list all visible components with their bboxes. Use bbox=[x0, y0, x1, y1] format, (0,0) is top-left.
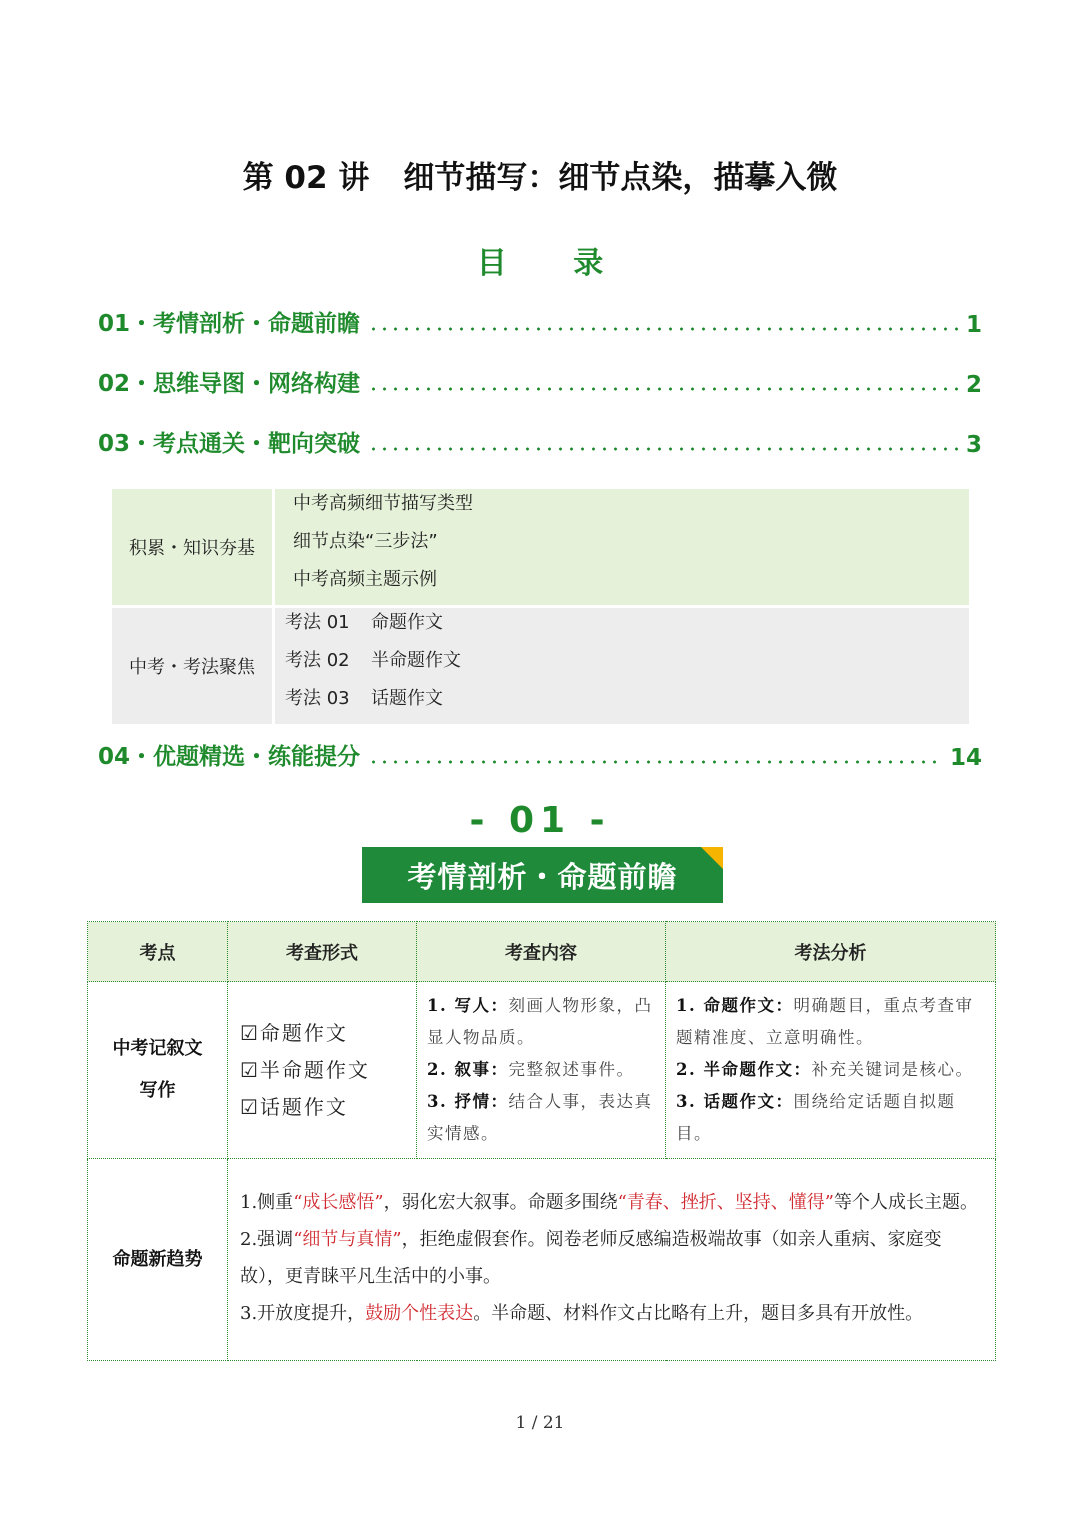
lecture-number: 第 02 讲 bbox=[242, 160, 370, 196]
toc-heading: 目 录 bbox=[476, 246, 632, 281]
toc-entry[interactable] bbox=[98, 304, 982, 338]
exam-analysis-table bbox=[87, 921, 996, 1361]
row-analysis bbox=[666, 982, 996, 1159]
section-banner-label: 考情剖析・命题前瞻 bbox=[407, 859, 678, 894]
toc-entry-label: 02・思维导图・网络构建 bbox=[98, 371, 361, 397]
subsection-item[interactable] bbox=[285, 609, 969, 647]
banner-corner-accent bbox=[701, 847, 723, 869]
table-row bbox=[88, 1159, 996, 1361]
page-title bbox=[0, 152, 1080, 197]
toc-entry-page: 14 bbox=[949, 745, 982, 771]
table-header-row bbox=[88, 922, 996, 982]
toc-subsection-focus bbox=[112, 608, 969, 724]
toc-leader-dots bbox=[368, 739, 942, 765]
row-forms bbox=[228, 982, 417, 1159]
column-header: 考查内容 bbox=[417, 922, 666, 982]
table-row bbox=[88, 982, 996, 1159]
method-text: 命题作文 bbox=[371, 612, 443, 633]
trend-text bbox=[228, 1159, 996, 1361]
toc-subsection-accumulate bbox=[112, 489, 969, 605]
lecture-title: 细节描写：细节点染，描摹入微 bbox=[403, 160, 838, 196]
analysis-item: 3. 话题作文：围绕给定话题自拟题目。 bbox=[676, 1092, 956, 1143]
trend-item: 2.强调“细节与真情”，拒绝虚假套作。阅卷老师反感编造极端故事（如亲人重病、家庭变故），更青睐平凡生活中的小事。 bbox=[240, 1228, 942, 1287]
section-banner bbox=[362, 847, 723, 903]
checked-form: ☑半命题作文 bbox=[240, 1057, 370, 1082]
method-text: 话题作文 bbox=[371, 688, 443, 709]
trend-item: 3.开放度提升，鼓励个性表达。半命题、材料作文占比略有上升，题目多具有开放性。 bbox=[240, 1302, 924, 1324]
toc-entry-label: 01・考情剖析・命题前瞻 bbox=[98, 311, 361, 337]
method-code: 考法 03 bbox=[285, 688, 350, 709]
method-code: 考法 01 bbox=[285, 612, 350, 633]
subsection-item[interactable]: 中考高频主题示例 bbox=[293, 569, 437, 590]
column-header: 考查形式 bbox=[228, 922, 417, 982]
subsection-item[interactable]: 中考高频细节描写类型 bbox=[293, 493, 473, 514]
toc-leader-dots bbox=[368, 426, 958, 452]
toc-leader-dots bbox=[368, 306, 958, 332]
checked-form: ☑命题作文 bbox=[240, 1020, 348, 1045]
toc-entry-page: 1 bbox=[965, 312, 982, 338]
method-code: 考法 02 bbox=[285, 650, 350, 671]
checked-form: ☑话题作文 bbox=[240, 1094, 348, 1119]
subsection-item[interactable]: 细节点染“三步法” bbox=[293, 531, 438, 552]
subsection-category: 中考・考法聚焦 bbox=[112, 608, 272, 724]
toc-entry[interactable] bbox=[98, 364, 982, 398]
method-text: 半命题作文 bbox=[371, 650, 461, 671]
toc-entry[interactable] bbox=[98, 737, 982, 771]
row-point: 中考记叙文 写作 bbox=[88, 982, 228, 1159]
content-item: 1. 写人：刻画人物形象，凸显人物品质。 bbox=[427, 996, 653, 1047]
toc-entry-label: 04・优题精选・练能提分 bbox=[98, 744, 361, 770]
analysis-item: 2. 半命题作文：补充关键词是核心。 bbox=[676, 1060, 974, 1079]
analysis-item: 1. 命题作文：明确题目，重点考查审题精准度、立意明确性。 bbox=[676, 996, 974, 1047]
toc-entry-page: 2 bbox=[965, 372, 982, 398]
row-content bbox=[417, 982, 666, 1159]
content-item: 3. 抒情：结合人事，表达真实情感。 bbox=[427, 1092, 653, 1143]
toc-entry[interactable] bbox=[98, 424, 982, 458]
subsection-item[interactable] bbox=[285, 685, 969, 723]
trend-item: 1.侧重“成长感悟”，弱化宏大叙事。命题多围绕“青春、挫折、坚持、懂得”等个人成长主题。 bbox=[240, 1191, 978, 1213]
toc-leader-dots bbox=[368, 366, 958, 392]
column-header: 考点 bbox=[88, 922, 228, 982]
row-point: 命题新趋势 bbox=[88, 1159, 228, 1361]
column-header: 考法分析 bbox=[666, 922, 996, 982]
section-number: - 01 - bbox=[469, 800, 611, 841]
toc-entry-label: 03・考点通关・靶向突破 bbox=[98, 431, 361, 457]
content-item: 2. 叙事：完整叙述事件。 bbox=[427, 1060, 635, 1079]
page-number: 1 / 21 bbox=[515, 1413, 565, 1433]
subsection-category: 积累・知识夯基 bbox=[112, 489, 272, 605]
toc-entry-page: 3 bbox=[965, 432, 982, 458]
subsection-item[interactable] bbox=[285, 647, 969, 685]
